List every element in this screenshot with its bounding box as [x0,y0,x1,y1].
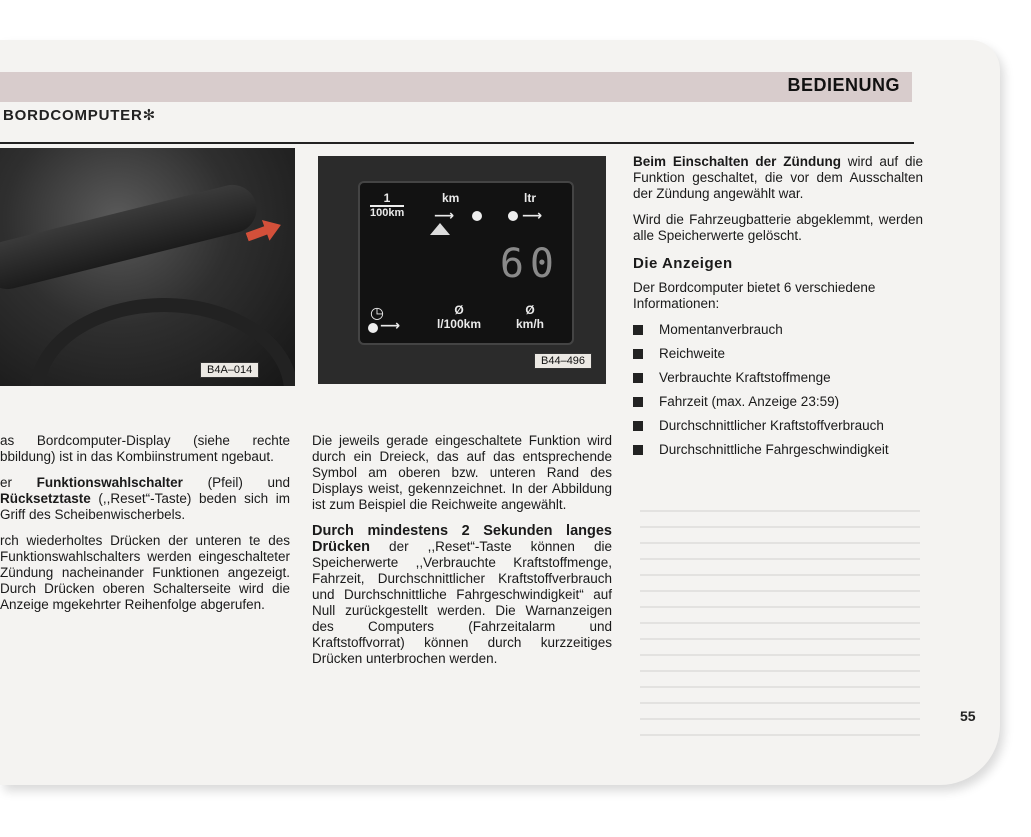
display-top-right-label: ltr [524,191,536,205]
list-item: Reichweite [633,346,923,362]
col1-p2-mid: (Pfeil) und [182,475,290,490]
arrow-right-icon: ⟶ [522,207,543,223]
column-right [633,154,923,466]
col2-p2-bold: Durch mindestens 2 Sekunden langes Drücken [312,523,612,555]
page-number: 55 [960,708,976,724]
col1-p2-post: (,,Reset“-Taste) beden sich im Griff des Scheibenwischerbels. [0,491,290,522]
stalk-photo [0,148,295,386]
col3-paragraph-1 [633,154,923,202]
column-middle [312,433,612,677]
fraction-denominator: 100km [370,207,405,219]
arrow-right-icon: ⟶ [380,317,401,333]
list-item: Durchschnittliche Fahrgeschwindigkeit [633,442,923,458]
section-title: BORDCOMPUTER✻ [3,107,156,124]
display-readout: 60 [499,241,560,287]
col1-p2-bold-2: Rücksetztaste [0,491,91,506]
average-symbol: Ø [525,303,535,317]
fraction-numerator: 1 [383,191,391,205]
col2-p2-rest: der ,,Reset“-Taste können die Speicherwerte ,,Verbrauchte Kraftstoffmenge, Fahrzeit, Durchschnittlicher Kraftstoffverbrauch und Durchschnittliche Fahrgeschwindigkeit“ auf Null zurückgestellt werden. Die Warnanzeigen des Computers (Fahrzeitalarm und Kraftstoffvorrat) können durch kurzzeitiges Drücken unterbrochen werden. [312,539,612,666]
clock-icon: ◷ [370,305,384,322]
column-left [0,433,290,623]
display-bottom-right-symbol [506,303,554,331]
col1-p2-bold-1: Funktionswahlschalter [36,475,183,490]
selection-triangle-icon [430,223,450,235]
display-bottom-mid-symbol [426,303,492,331]
anzeigen-heading: Die Anzeigen [633,255,733,272]
manual-page [0,40,1000,785]
arrow-right-icon: ⟶ [434,207,455,223]
show-through-text [640,510,920,740]
col1-paragraph-1: as Bordcomputer-Display (siehe rechte bbildung) ist in das Kombiinstrument ngebaut. [0,433,290,464]
display-bottom-mid-unit: l/100km [436,317,482,331]
average-symbol: Ø [454,303,464,317]
col2-paragraph-2 [312,523,612,667]
col1-p2-pre: er [0,475,37,490]
band-title: BEDIENUNG [787,75,900,95]
display-bottom-right-unit: km/h [515,317,544,331]
list-item: Fahrzeit (max. Anzeige 23:59) [633,394,923,410]
col1-paragraph-2 [0,475,290,523]
dot-icon [508,211,518,221]
col1-paragraph-3: rch wiederholtes Drücken der unteren te des Funktionswahlschalters werden eingeschalteter Zündung nacheinander Funktionen angezeigt. Durch Drücken oberen Schalterseite wird die Anzeige mgekehrter Reihenfolge abgerufen. [0,533,290,612]
dot-icon [368,323,378,333]
anzeigen-list [633,322,923,458]
list-item: Durchschnittlicher Kraftstoffverbrauch [633,418,923,434]
col2-paragraph-1: Die jeweils gerade eingeschaltete Funktion wird durch ein Dreieck, das auf das entsprechende Symbol am oberen bzw. unteren Rand des Displays weist, gekennzeichnet. In der Abbildung ist zum Beispiel die Reichweite angewählt. [312,433,612,512]
bordcomputer-display [358,181,574,345]
anzeigen-intro: Der Bordcomputer bietet 6 verschiedene Informationen: [633,280,876,311]
dot-icon [472,211,482,221]
figure-label-left: B4A–014 [200,362,259,378]
list-item: Momentanverbrauch [633,322,923,338]
col3-paragraph-2: Wird die Fahrzeugbatterie abgeklemmt, werden alle Speicherwerte gelöscht. [633,212,923,243]
wiper-stalk-shape [0,180,262,294]
display-top-mid-label: km [442,191,460,205]
col3-p1-rest: wird auf die Funktion geschaltet, die vor dem Ausschalten der Zündung angewählt war. [633,154,923,201]
section-band [0,72,912,102]
display-photo [318,156,606,384]
display-top-left-symbol [370,191,404,219]
figure-label-right: B44–496 [534,353,592,369]
list-item: Verbrauchte Kraftstoffmenge [633,370,923,386]
col3-p1-bold: Beim Einschalten der Zündung [633,154,841,169]
header-rule [0,142,914,144]
